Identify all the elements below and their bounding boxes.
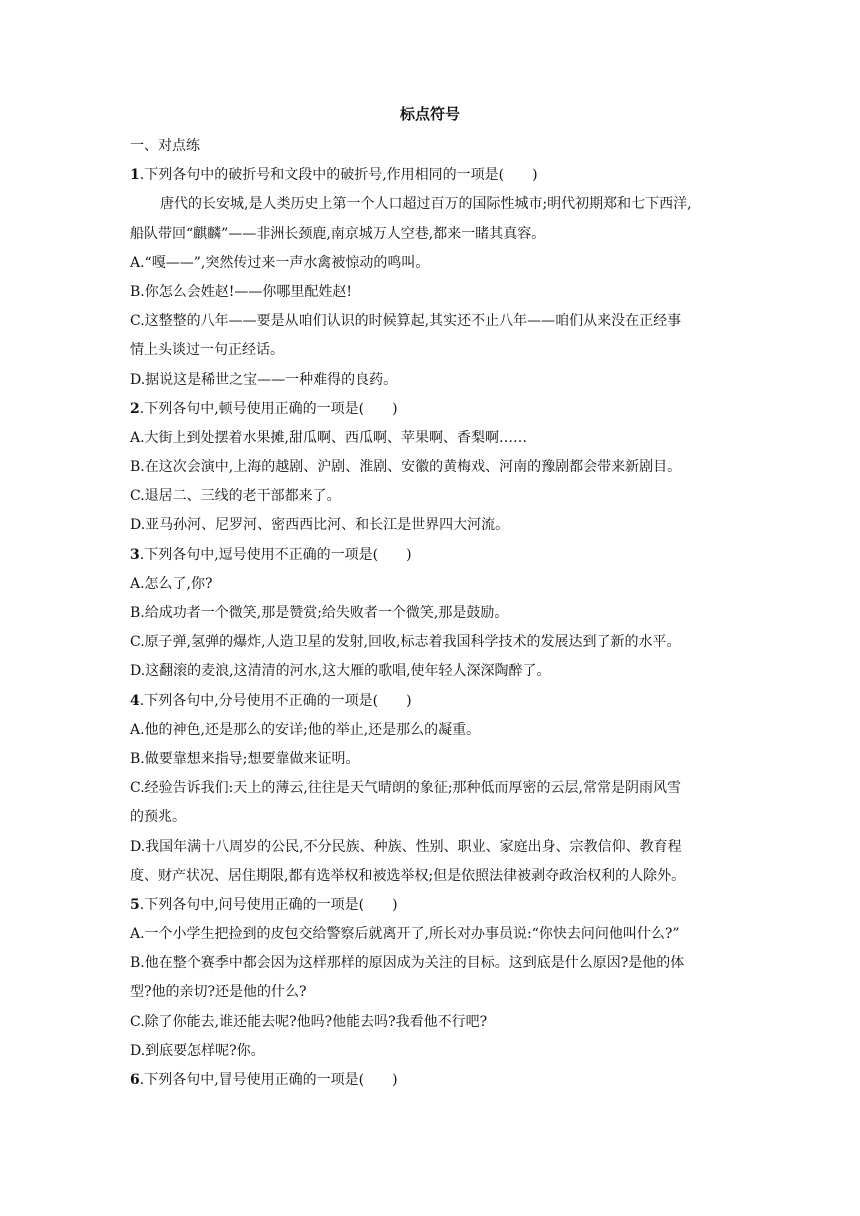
question-4-option-a: A.他的神色,还是那么的安详;他的举止,还是那么的凝重。 (130, 721, 481, 738)
question-4-option-d-cont: 度、财产状况、居住期限,都有选举权和被选举权;但是依照法律被剥夺政治权利的人除外。 (130, 867, 686, 884)
question-5-stem (130, 891, 730, 920)
question-2-option-c: C.退居二、三线的老干部都来了。 (130, 488, 341, 505)
question-4-option-d: D.我国年满十八周岁的公民,不分民族、种族、性别、职业、家庭出身、宗教信仰、教育程 (130, 838, 682, 855)
question-1-stem (130, 161, 730, 190)
question-5-option-a: A.一个小学生把捡到的皮包交给警察后就离开了,所长对办事员说:“你快去问问他叫什么?” (130, 926, 680, 943)
passage-line: 船队带回“麒麟”——非洲长颈鹿,南京城万人空巷,都来一睹其真容。 (130, 225, 546, 242)
question-number: 3 (130, 546, 140, 563)
question-5-option-b-cont: 型?他的亲切?还是他的什么? (130, 984, 307, 1001)
question-2-stem (130, 395, 730, 424)
question-2-option-a: A.大街上到处摆着水果摊,甜瓜啊、西瓜啊、苹果啊、香梨啊…… (130, 429, 528, 446)
question-stem-text: .下列各句中,冒号使用正确的一项是( ) (139, 1072, 398, 1088)
question-1-option-b: B.你怎么会姓赵!——你哪里配姓赵! (130, 283, 352, 300)
question-number: 1 (130, 167, 140, 184)
question-5-option-c: C.除了你能去,谁还能去呢?他吗?他能去吗?我看他不行吧? (130, 1013, 488, 1030)
question-3-option-b: B.给成功者一个微笑,那是赞赏;给失败者一个微笑,那是鼓励。 (130, 605, 509, 621)
question-2-option-d: D.亚马孙河、尼罗河、密西西比河、和长江是世界四大河流。 (130, 517, 510, 534)
question-6-stem (130, 1066, 730, 1095)
question-stem-text: .下列各句中,问号使用正确的一项是( ) (139, 896, 398, 913)
document-body (130, 132, 730, 1095)
question-4-option-c: C.经验告诉我们:天上的薄云,往往是天气晴朗的象征;那种低而厚密的云层,常常是阴雨风雪 (130, 780, 681, 797)
question-stem-text: .下列各句中,顿号使用正确的一项是( ) (139, 400, 398, 417)
page-title: 标点符号 (399, 105, 460, 123)
question-1-option-c: C.这整整的八年——要是从咱们认识的时候算起,其实还不止八年——咱们从来没在正经事 (130, 313, 682, 330)
question-5-option-b: B.他在整个赛季中都会因为这样那样的原因成为关注的目标。这到底是什么原因?是他的体 (130, 955, 685, 972)
question-3-stem (130, 541, 730, 570)
question-1-option-c-cont: 情上头谈过一句正经话。 (130, 342, 284, 359)
section-heading: 一、对点练 (130, 138, 200, 154)
question-stem-text: .下列各句中的破折号和文段中的破折号,作用相同的一项是( ) (139, 167, 538, 184)
question-4-stem (130, 687, 730, 716)
question-3-option-a: A.怎么了,你? (130, 575, 213, 592)
question-3-option-c: C.原子弹,氢弹的爆炸,人造卫星的发射,回收,标志着我国科学技术的发展达到了新的水平。 (130, 634, 681, 651)
question-1-option-d: D.据说这是稀世之宝——一种难得的良药。 (130, 371, 398, 388)
question-2-option-b: B.在这次会演中,上海的越剧、沪剧、淮剧、安徽的黄梅戏、河南的豫剧都会带来新剧目。 (130, 459, 682, 476)
question-number: 5 (130, 896, 140, 913)
question-3-option-d: D.这翻滚的麦浪,这清清的河水,这大雁的歌唱,使年轻人深深陶醉了。 (130, 663, 551, 680)
question-4-option-c-cont: 的预兆。 (130, 809, 186, 826)
question-number: 6 (130, 1072, 140, 1088)
question-stem-text: .下列各句中,分号使用不正确的一项是( ) (139, 692, 412, 709)
question-number: 2 (130, 400, 140, 417)
question-stem-text: .下列各句中,逗号使用不正确的一项是( ) (139, 546, 412, 563)
question-number: 4 (130, 692, 140, 709)
question-1-option-a: A.“嘎——”,突然传过来一声水禽被惊动的鸣叫。 (130, 254, 430, 271)
question-4-option-b: B.做要靠想来指导;想要靠做来证明。 (130, 750, 360, 767)
question-5-option-d: D.到底要怎样呢?你。 (130, 1042, 265, 1059)
passage-line: 唐代的长安城,是人类历史上第一个人口超过百万的国际性城市;明代初期郑和七下西洋, (160, 196, 692, 213)
